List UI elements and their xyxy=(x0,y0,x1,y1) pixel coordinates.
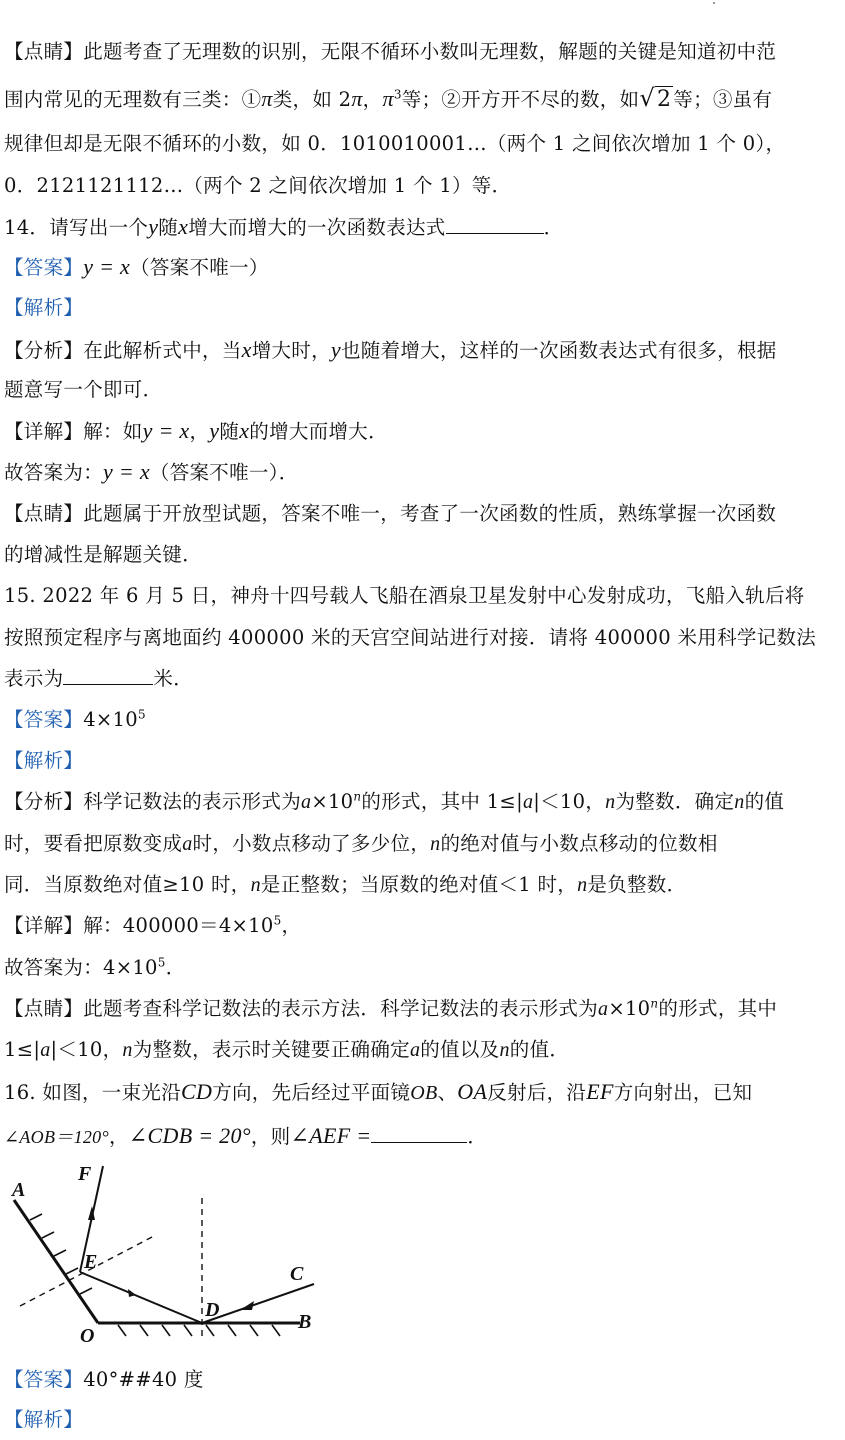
q15-fenxi-line-3: 同．当原数绝对值≥10 时，n是正整数；当原数的绝对值＜1 时，n是负整数． xyxy=(4,873,687,896)
q15-jiexi xyxy=(4,747,837,775)
q16-question-line-1: 16. 如图，一束光沿CD方向，先后经过平面镜OB、OA反射后，沿EF方向射出，已知 xyxy=(4,1079,753,1104)
label-c: C xyxy=(290,1263,304,1285)
q16-answer: 【答案】40°##40 度 xyxy=(4,1368,204,1391)
label-a: A xyxy=(12,1179,26,1201)
jiexi-tag: 【解析】 xyxy=(4,1408,84,1431)
q15-question-line-3: 表示为 米． xyxy=(4,667,194,690)
q15-question-line-1: 15. 2022 年 6 月 5 日，神舟十四号载人飞船在酒泉卫星发射中心发射成功，飞船入轨后将 xyxy=(4,584,805,607)
scan-speck xyxy=(713,2,715,4)
q14-fenxi-line-2: 题意写一个即可． xyxy=(4,378,163,401)
ray-de xyxy=(80,1272,202,1323)
q14-question: 14．请写出一个y随x增大而增大的一次函数表达式 ． xyxy=(4,214,564,239)
label-f: F xyxy=(78,1163,92,1185)
q15-answer: 【答案】$4\times 10^5$ xyxy=(4,707,146,731)
dianjing-tag: 【点睛】 xyxy=(4,40,84,63)
label-d: D xyxy=(205,1299,220,1321)
q14-conclusion: 故答案为：y = x（答案不唯一）． xyxy=(4,459,299,484)
q15-question-line-2: 按照预定程序与离地面约 400000 米的天宫空间站进行对接．请将 400000 米用科学记数法 xyxy=(4,626,817,649)
xiangjie-tag: 【详解】 xyxy=(4,914,84,937)
arrow-cd xyxy=(240,1301,254,1310)
q16-question-line-2: ∠AOB＝120°，∠CDB = 20°，则∠AEF = ． xyxy=(4,1123,488,1148)
q15-xiangjie: 【详解】解：$400000=4\times 10^5$， xyxy=(4,913,302,937)
mirror-ob-hatching xyxy=(118,1325,280,1336)
q15-dianjing-line-2: 1≤|a|＜10，n为整数，表示时关键要正确确定a的值以及n的值． xyxy=(4,1038,570,1061)
q14-answer: 【答案】y = x（答案不唯一） xyxy=(4,254,269,279)
q14-dianjing-line-2: 的增减性是解题关键． xyxy=(4,543,203,566)
mirror-oa-hatching xyxy=(30,1214,92,1294)
q13-dianjing-line-3: 规律但却是无限不循环的小数，如 0．1010010001…（两个 1 之间依次增加 1 个 0）， xyxy=(4,132,786,155)
xiangjie-tag: 【详解】 xyxy=(4,420,84,443)
answer-blank xyxy=(371,1124,467,1143)
mirror-reflection-figure xyxy=(8,1158,328,1348)
answer-blank xyxy=(446,215,544,234)
q14-jiexi xyxy=(4,294,837,322)
sqrt-symbol: √2 xyxy=(639,84,672,112)
q13-dianjing-line-4: 0．2121121112…（两个 2 之间依次增加 1 个 1）等． xyxy=(4,174,512,197)
q15-fenxi-line-1: 【分析】科学记数法的表示形式为$a\times 10^n$的形式，其中 1≤|a|＜10，n为整数．确定n的值 xyxy=(4,789,785,813)
q13-dianjing-line-2: 围内常见的无理数有三类：①π类，如 2π，$\pi^3$等；②开方开不尽的数，如√2 等；③虽有 xyxy=(4,84,773,112)
jiexi-tag: 【解析】 xyxy=(4,749,84,772)
answer-tag: 【答案】 xyxy=(4,256,84,279)
jiexi-tag: 【解析】 xyxy=(4,296,84,319)
q14-xiangjie: 【详解】解：如y = x，y随x的增大而增大． xyxy=(4,418,388,443)
q13-dianjing-line-1: 【点睛】此题考查了无理数的识别，无限不循环小数叫无理数，解题的关键是知道初中范 xyxy=(4,40,777,63)
q15-conclusion: 故答案为：$4\times 10^5$． xyxy=(4,955,186,979)
q14-dianjing-line-1: 【点睛】此题属于开放型试题，答案不唯一，考查了一次函数的性质，熟练掌握一次函数 xyxy=(4,502,777,525)
dianjing-tag: 【点睛】 xyxy=(4,997,84,1020)
answer-tag: 【答案】 xyxy=(4,1368,84,1391)
q15-fenxi-line-2: 时，要看把原数变成a时，小数点移动了多少位，n的绝对值与小数点移动的位数相 xyxy=(4,832,718,855)
q14-fenxi-line-1: 【分析】在此解析式中，当x增大时，y也随着增大，这样的一次函数表达式有很多，根据 xyxy=(4,337,777,362)
answer-blank xyxy=(63,666,153,685)
fenxi-tag: 【分析】 xyxy=(4,339,84,362)
q16-jiexi xyxy=(4,1406,837,1434)
dianjing-tag: 【点睛】 xyxy=(4,502,84,525)
label-e: E xyxy=(84,1251,98,1273)
fenxi-tag: 【分析】 xyxy=(4,790,84,813)
answer-tag: 【答案】 xyxy=(4,708,84,731)
label-b: B xyxy=(298,1311,312,1333)
q15-dianjing-line-1: 【点睛】此题考查科学记数法的表示方法．科学记数法的表示形式为$a\times 10^n$的形式，其中 xyxy=(4,996,778,1020)
label-o: O xyxy=(80,1325,95,1347)
